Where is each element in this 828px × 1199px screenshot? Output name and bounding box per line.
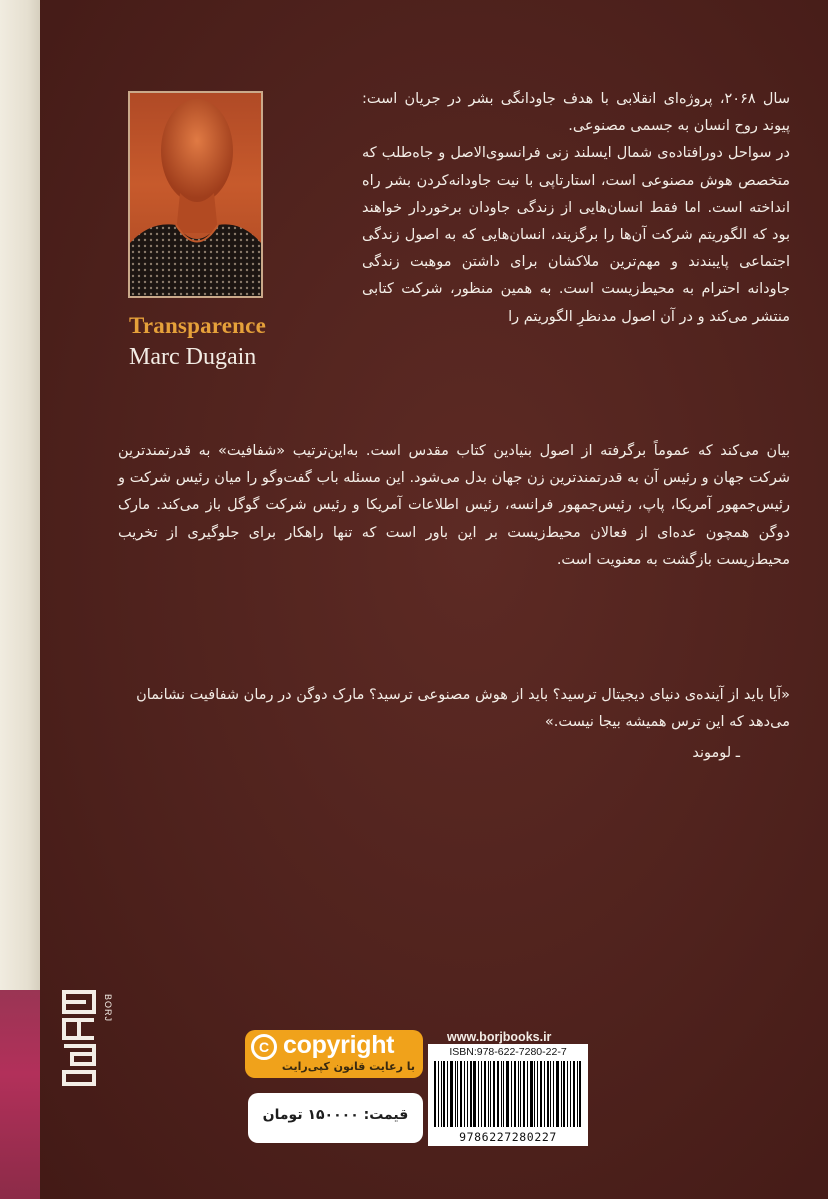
- copyright-subtitle: با رعایت قانون کپی‌رایت: [281, 1060, 415, 1073]
- copyright-word: copyright: [283, 1031, 395, 1059]
- quote-text: «آیا باید از آینده‌ی دنیای دیجیتال ترسید؟ باید از هوش مصنوعی ترسید؟ مارک دوگن در رمان شفافیت نشانمان می‌دهد که این ترس همیشه بیجا نیست.»: [136, 687, 790, 731]
- publisher-website: www.borjbooks.ir: [447, 1030, 552, 1044]
- price-label: [248, 1093, 423, 1143]
- book-description-continued: [118, 438, 790, 574]
- publisher-logo-icon: [62, 990, 96, 1086]
- publisher-logo-label: BORJ: [103, 994, 113, 1023]
- faceless-figure-image: [130, 93, 261, 296]
- author-name-en: Marc Dugain: [129, 344, 257, 370]
- barcode-number: 9786227280227: [459, 1130, 557, 1144]
- book-title-en: Transparence: [129, 313, 266, 338]
- copyright-icon: C: [251, 1034, 277, 1060]
- barcode-label: [428, 1044, 588, 1146]
- price-text: قیمت: ۱۵۰۰۰۰ تومان: [262, 1107, 409, 1123]
- cover-photo: [128, 91, 263, 298]
- description-paragraph: در سواحل دورافتاده‌ی شمال ایسلند زنی فرانسوی‌الاصل و جاه‌طلب که متخصص هوش مصنوعی است، استارتاپی با نیت جاودانه‌کردن بشر راه انداخته است. اما فقط انسان‌هایی از زندگی جاودان برخوردار خواهند بود که الگوریتم شرکت آن‌ها را برگزیند، انسان‌هایی که به اصول زندگی اجتماعی پایبندند و مهم‌ترین ملاکشان برای داشتن موهبت زندگی جاودانه احترام به محیط‌زیست است. به همین منظور، شرکت کتابی منتشر می‌کند و در آن اصول مدنظرِ الگوریتم را: [362, 145, 790, 325]
- description-paragraph: بیان می‌کند که عموماً برگرفته از اصول بنیادین کتاب مقدس است. به‌این‌ترتیب «شفافیت» به قدرتمندترین شرکت جهان و رئیس آن به قدرتمندترین زن جهان بدل می‌شود. این مسئله باب گفت‌وگو را میان رئیس شرکت و رئیس‌جمهور آمریکا، پاپ، رئیس‌جمهور فرانسه، رئیس اطلاعات آمریکا و رئیس شرکت گوگل باز می‌کند. مارک دوگن همچون عده‌ای از فعالان محیط‌زیست بر این باور است که تنها راهکار برای جلوگیری از تخریب محیط‌زیست بازگشت به معنویت است.: [118, 443, 790, 568]
- book-description-top: [362, 86, 790, 331]
- barcode-icon: [434, 1061, 582, 1127]
- quote-source: ـ لوموند: [692, 745, 740, 761]
- isbn-text: ISBN:978-622-7280-22-7: [449, 1046, 567, 1058]
- copyright-badge: [245, 1030, 423, 1078]
- review-quote: [118, 682, 790, 736]
- description-paragraph: سال ۲۰۶۸، پروژه‌ای انقلابی با هدف جاودانگی بشر در جریان است: پیوند روح انسان به جسمی مصنوعی.: [362, 91, 790, 135]
- spine-color-band: [0, 990, 40, 1199]
